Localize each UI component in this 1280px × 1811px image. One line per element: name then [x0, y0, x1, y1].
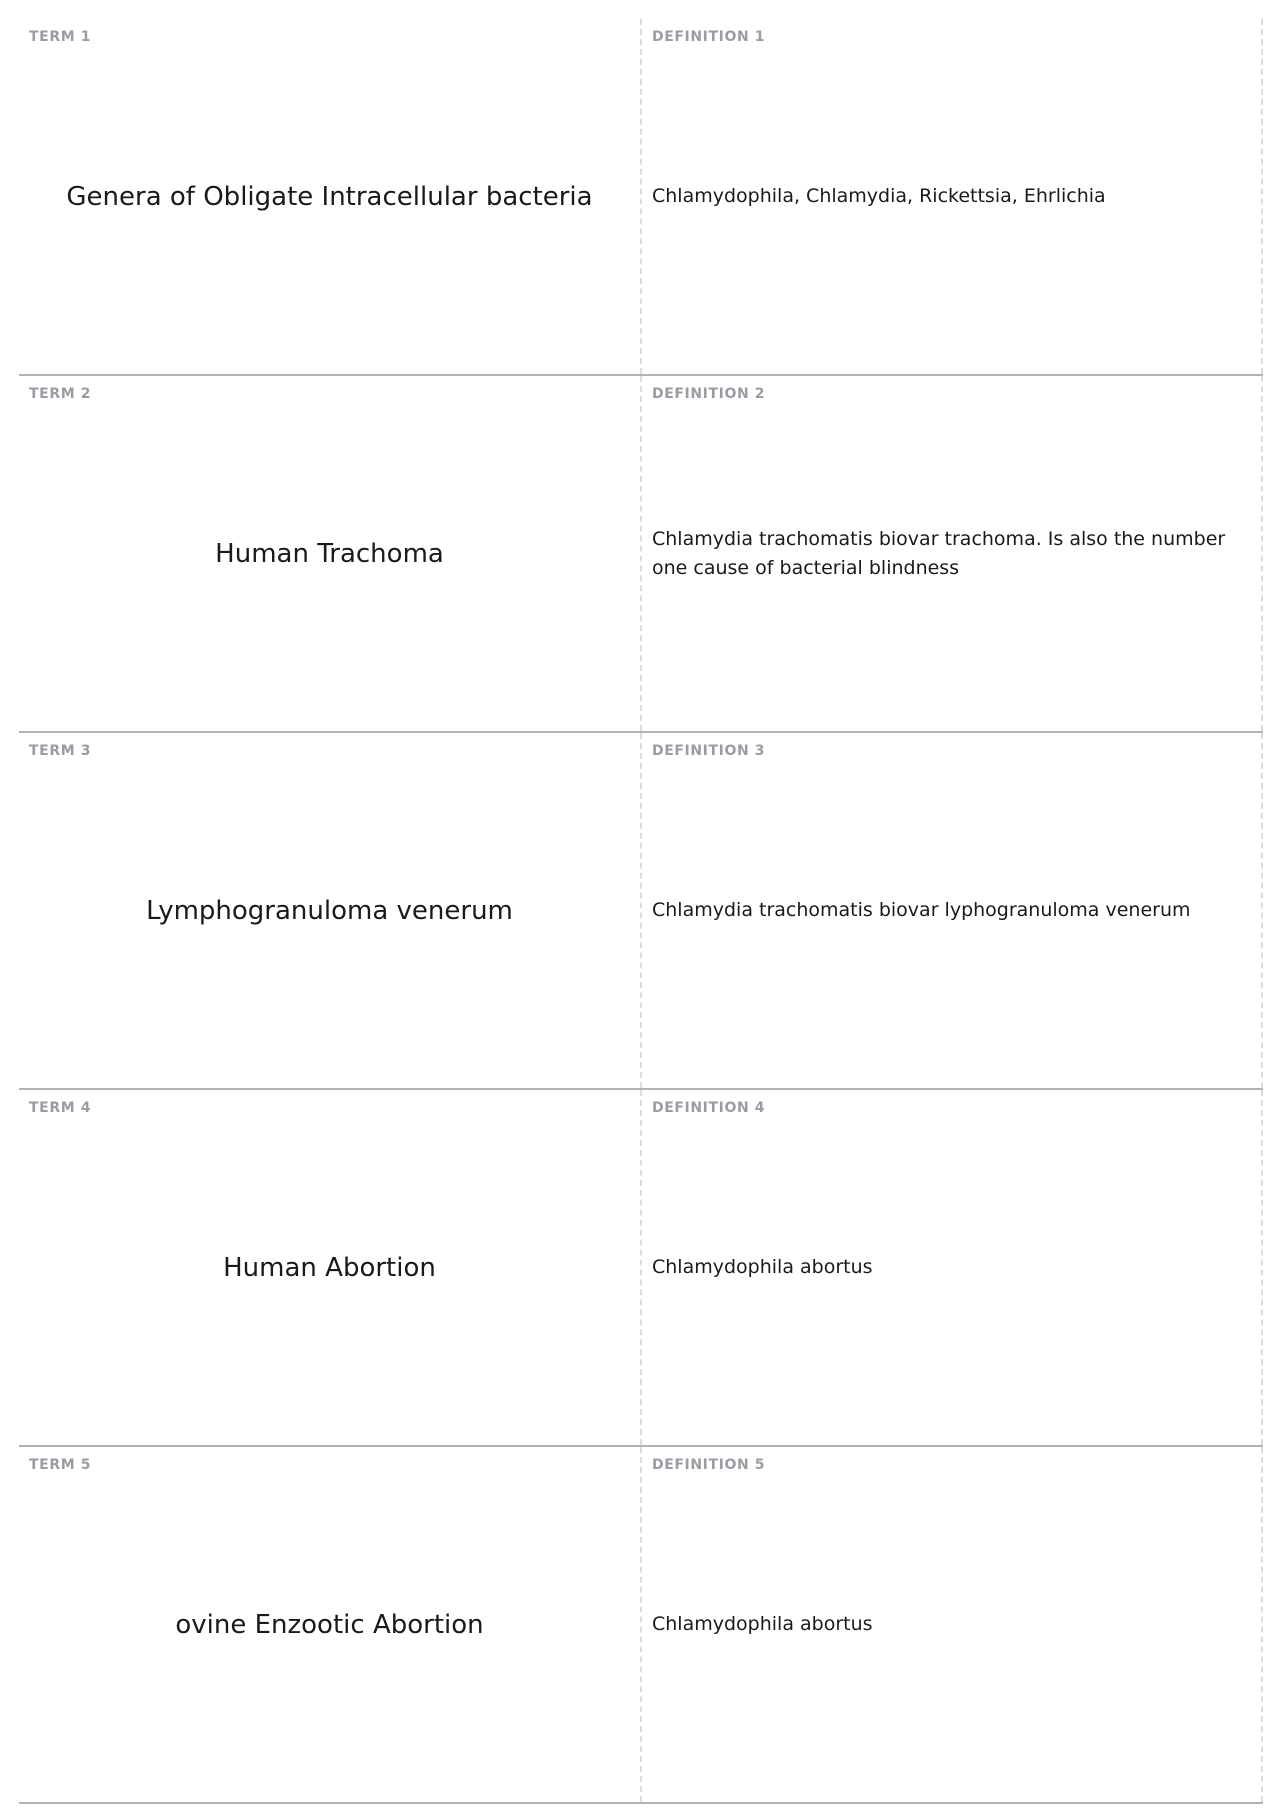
term-text: Human Abortion	[223, 1252, 436, 1283]
definition-text: Chlamydophila, Chlamydia, Rickettsia, Ehrlichia	[652, 185, 1106, 207]
term-label: TERM 4	[29, 1100, 92, 1116]
definition-label: DEFINITION 5	[652, 1457, 766, 1473]
term-cell	[19, 733, 642, 1088]
flashcard-row	[19, 19, 1263, 376]
term-cell	[19, 1090, 642, 1445]
definition-label: DEFINITION 2	[652, 386, 766, 402]
flashcard-row	[19, 376, 1263, 733]
definition-cell	[642, 733, 1263, 1088]
definition-cell	[642, 19, 1263, 374]
term-label: TERM 1	[29, 29, 92, 45]
term-label: TERM 3	[29, 743, 92, 759]
flashcard-row	[19, 733, 1263, 1090]
definition-text: Chlamydia trachomatis biovar lyphogranuloma venerum	[652, 899, 1191, 921]
definition-label: DEFINITION 1	[652, 29, 766, 45]
definition-text: Chlamydia trachomatis biovar trachoma. Is also the number one cause of bacterial blindness	[652, 527, 1226, 579]
definition-label: DEFINITION 4	[652, 1100, 766, 1116]
term-text: ovine Enzootic Abortion	[175, 1609, 484, 1640]
term-cell	[19, 376, 642, 731]
definition-cell	[642, 376, 1263, 731]
flashcard-row	[19, 1447, 1263, 1804]
term-cell	[19, 19, 642, 374]
flashcard-row	[19, 1090, 1263, 1447]
definition-text: Chlamydophila abortus	[652, 1256, 873, 1278]
flashcard-sheet	[19, 19, 1263, 1804]
term-cell	[19, 1447, 642, 1802]
definition-text: Chlamydophila abortus	[652, 1613, 873, 1635]
term-label: TERM 5	[29, 1457, 92, 1473]
term-text: Lymphogranuloma venerum	[146, 895, 513, 926]
definition-cell	[642, 1090, 1263, 1445]
term-text: Human Trachoma	[215, 538, 444, 569]
term-text: Genera of Obligate Intracellular bacteria	[66, 181, 593, 212]
definition-cell	[642, 1447, 1263, 1802]
definition-label: DEFINITION 3	[652, 743, 766, 759]
term-label: TERM 2	[29, 386, 92, 402]
